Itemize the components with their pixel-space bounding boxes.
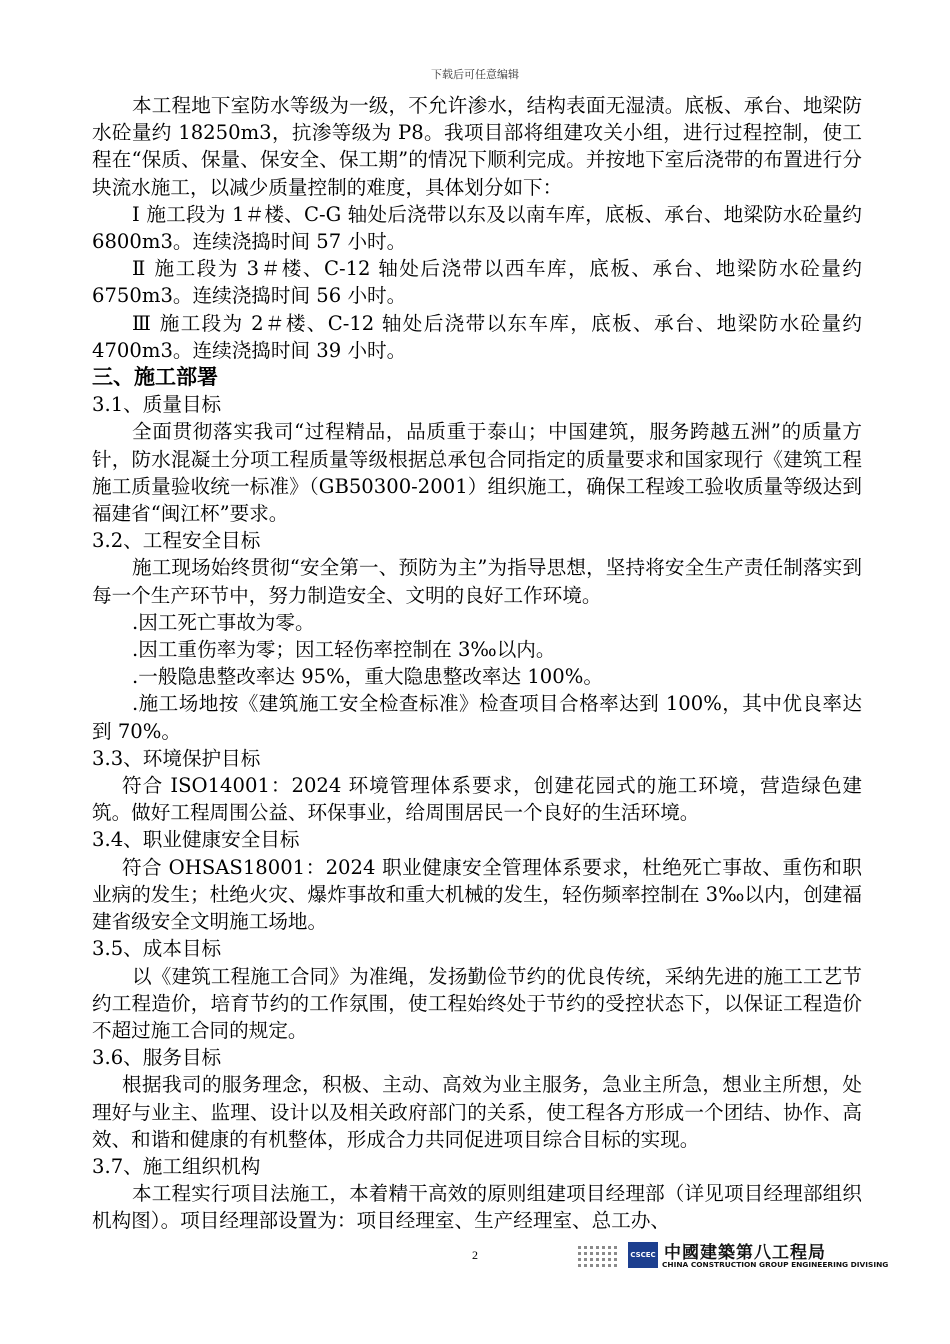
- body-3-7: 本工程实行项目法施工，本着精干高效的原则组建项目经理部（详见项目经理部组织机构图）。项目经理部设置为：项目经理室、生产经理室、总工办、: [92, 1182, 862, 1233]
- body-3-1: 全面贯彻落实我司“过程精品，品质重于泰山；中国建筑，服务跨越五洲”的质量方针，防水混凝土分项工程质量等级根据总承包合同指定的质量要求和国家现行《建筑工程施工质量验收统一标准》（GB50300-2001）组织施工，确保工程竣工验收质量等级达到福建省“闽江杯”要求。: [92, 420, 862, 526]
- segment-3-paragraph: Ⅲ 施工段为 2＃楼、C-12 轴处后浇带以东车库，底板、承台、地梁防水砼量约 4700m3。连续浇捣时间 39 小时。: [92, 311, 862, 362]
- heading-3-7: 3.7、施工组织机构: [92, 1154, 261, 1178]
- heading-3-1: 3.1、质量目标: [92, 393, 222, 417]
- heading-3-5: 3.5、成本目标: [92, 937, 222, 961]
- intro-paragraph: 本工程地下室防水等级为一级，不允许渗水，结构表面无湿渍。底板、承台、地梁防水砼量约 18250m3，抗渗等级为 P8。我项目部将组建攻关小组，进行过程控制，使工程在“保质、保量、保安全、保工期”的情况下顺利完成。并按地下室后浇带的布置进行分块流水施工，以减少质量控制的难度，具体划分如下：: [92, 94, 862, 199]
- safety-item-2: .因工重伤率为零；因工轻伤率控制在 3‰以内。: [132, 638, 556, 662]
- heading-3-2: 3.2、工程安全目标: [92, 529, 261, 553]
- body-3-4: 符合 OHSAS18001：2024 职业健康安全管理体系要求，杜绝死亡事故、重伤和职业病的发生；杜绝火灾、爆炸事故和重大机械的发生，轻伤频率控制在 3‰以内，创建福建省级安全文明施工场地。: [92, 855, 862, 934]
- safety-item-1: .因工死亡事故为零。: [132, 610, 315, 634]
- logo-english-name: CHINA CONSTRUCTION GROUP ENGINEERING DIVISING: [662, 1260, 889, 1269]
- heading-3-6: 3.6、服务目标: [92, 1046, 222, 1070]
- body-3-3: 符合 ISO14001：2024 环境管理体系要求，创建花园式的施工环境，营造绿色建筑。做好工程周围公益、环保事业，给周围居民一个良好的生活环境。: [92, 774, 862, 825]
- page-number: 2: [472, 1248, 478, 1262]
- section-heading: 三、施工部署: [92, 365, 218, 390]
- heading-3-4: 3.4、职业健康安全目标: [92, 828, 300, 852]
- body-3-2: 施工现场始终贯彻“安全第一、预防为主”为指导思想，坚持将安全生产责任制落实到每一个生产环节中，努力制造安全、文明的良好工作环境。: [92, 556, 862, 607]
- segment-2-paragraph: Ⅱ 施工段为 3＃楼、C-12 轴处后浇带以西车库，底板、承台、地梁防水砼量约 6750m3。连续浇捣时间 56 小时。: [92, 257, 862, 308]
- cscec-emblem-icon: CSCEC: [628, 1242, 658, 1268]
- safety-item-4: .施工场地按《建筑施工安全检查标准》检查项目合格率达到 100%，其中优良率达到 70%。: [92, 692, 862, 743]
- safety-item-3: .一般隐患整改率达 95%，重大隐患整改率达 100%。: [132, 665, 603, 689]
- dot-grid-icon: [578, 1246, 622, 1268]
- page-header: 下载后可任意编辑: [431, 68, 519, 81]
- segment-1-paragraph: Ⅰ 施工段为 1＃楼、C-G 轴处后浇带以东及以南车库，底板、承台、地梁防水砼量约 6800m3。连续浇捣时间 57 小时。: [92, 202, 862, 254]
- heading-3-3: 3.3、环境保护目标: [92, 746, 261, 770]
- body-3-6: 根据我司的服务理念，积极、主动、高效为业主服务，急业主所急，想业主所想，处理好与业主、监理、设计以及相关政府部门的关系，使工程各方形成一个团结、协作、高效、和谐和健康的有机整体，形成合力共同促进项目综合目标的实现。: [92, 1073, 862, 1151]
- body-3-5: 以《建筑工程施工合同》为准绳，发扬勤俭节约的优良传统，采纳先进的施工工艺节约工程造价，培育节约的工作氛围，使工程始终处于节约的受控状态下，以保证工程造价不超过施工合同的规定。: [92, 964, 862, 1042]
- document-body: [92, 92, 862, 1235]
- logo-chinese-name: 中國建築第八工程局: [664, 1243, 826, 1263]
- company-logo: [578, 1238, 889, 1274]
